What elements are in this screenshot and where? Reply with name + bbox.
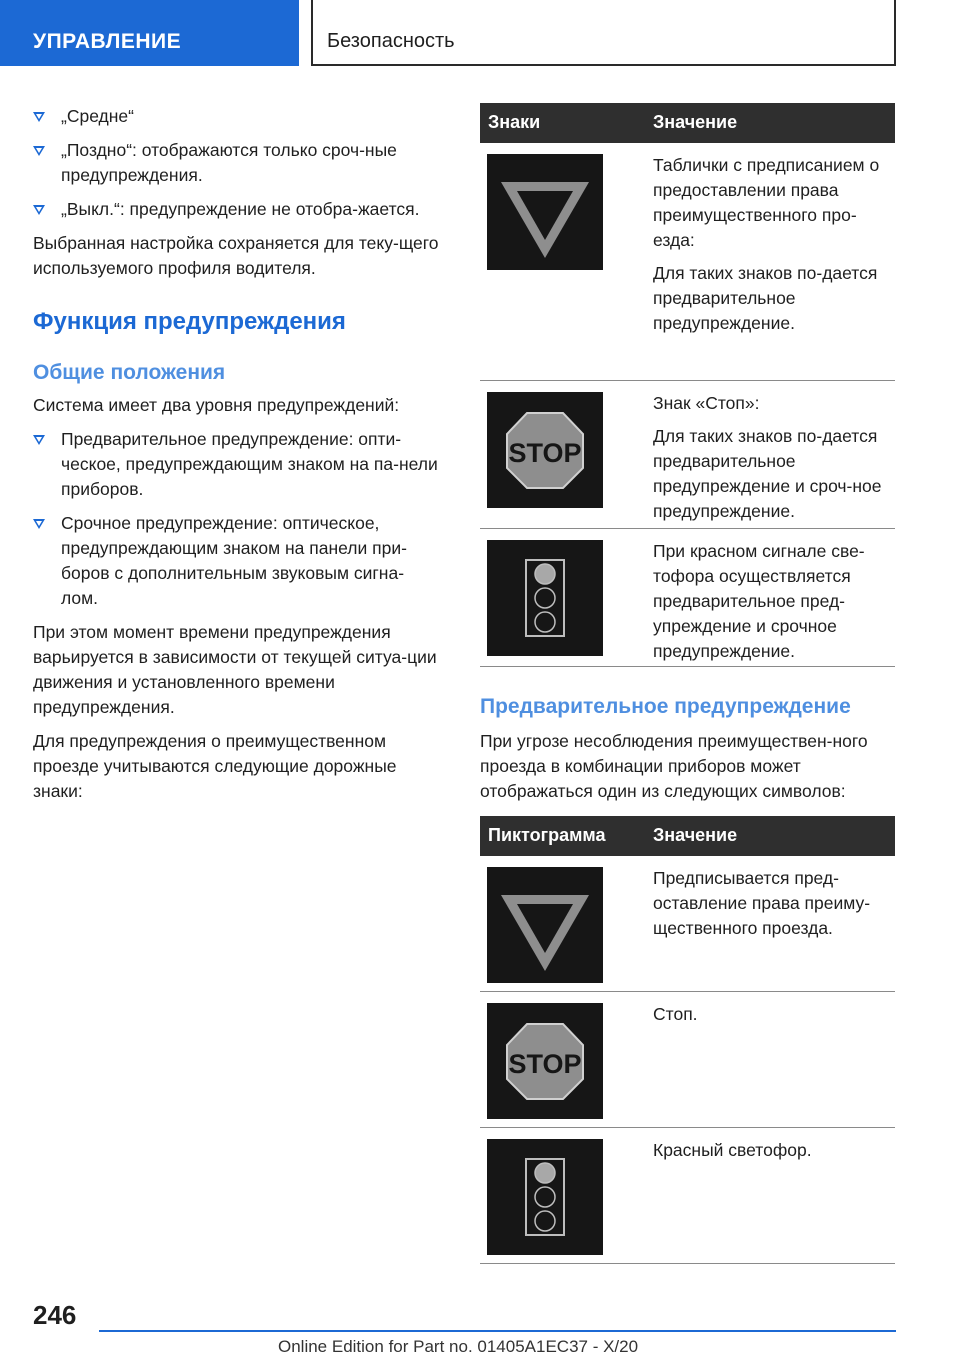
- yield-sign-icon: [487, 867, 603, 983]
- table-row: Таблички с предписанием о предоставлении права преимущественного про-езда: Для таких знаков по-дается предварительное предупреждение.: [480, 143, 895, 381]
- paragraph: Для предупреждения о преимущественном проезде учитываются следующие дорожные знаки:: [33, 731, 397, 801]
- column-header-signs: Знаки: [488, 112, 541, 132]
- page-number: 246: [33, 1300, 77, 1330]
- table-row: Предписывается пред-оставление права преиму-щественного проезда.: [480, 856, 895, 992]
- traffic-light-icon: [487, 1139, 603, 1255]
- paragraph: При этом момент времени предупреждения варьируется в зависимости от текущей ситуа-ции движения и установленного времени предупреждения.: [33, 622, 437, 717]
- yield-sign-icon: [487, 154, 603, 270]
- column-header-meaning: Значение: [653, 112, 738, 132]
- list-item: „Поздно“: отображаются только сроч-ные предупреждения.: [33, 138, 441, 188]
- stop-sign-icon: [487, 1003, 603, 1119]
- bullet-triangle-icon: [33, 112, 45, 122]
- table-row: При красном сигнале све-тофора осуществляется предварительное пред-упреждение и срочное предупреждение.: [480, 529, 895, 667]
- right-column: [480, 103, 895, 1264]
- stop-sign-text: STOP: [508, 438, 582, 468]
- list-item: „Средне“: [33, 104, 441, 129]
- stop-sign-icon: [487, 392, 603, 508]
- table-row: STOP Знак «Стоп»: Для таких знаков по-дается предварительное предупреждение и сроч-ное предупреждение.: [480, 381, 895, 529]
- chapter-title: Безопасность: [311, 0, 896, 66]
- page-header: [0, 0, 960, 66]
- section-heading: Функция предупреждения: [33, 308, 346, 335]
- column-header-meaning: Значение: [653, 825, 738, 845]
- bullet-triangle-icon: [33, 146, 45, 156]
- left-column: [33, 104, 441, 813]
- paragraph: Система имеет два уровня предупреждений:: [33, 395, 400, 415]
- subsection-heading: Общие положения: [33, 361, 226, 384]
- table-row: STOP Стоп.: [480, 992, 895, 1128]
- table-header: [480, 103, 895, 143]
- table-row: Красный светофор.: [480, 1128, 895, 1264]
- footer-divider: [99, 1330, 896, 1332]
- bullet-triangle-icon: [33, 435, 45, 445]
- paragraph: При угрозе несоблюдения преимуществен-ного проезда в комбинации приборов может отображаться один из следующих символов:: [480, 731, 868, 801]
- table-header: [480, 816, 895, 856]
- bullet-triangle-icon: [33, 519, 45, 529]
- list-item: Срочное предупреждение: оптическое, предупреждающим знаком на панели при-боров с дополнительным звуковым сигна-лом.: [33, 511, 441, 611]
- list-item: Предварительное предупреждение: опти-ческое, предупреждающим знаком на па-нели приборов.: [33, 427, 441, 502]
- stop-sign-text: STOP: [508, 1049, 582, 1079]
- subsection-heading: Предварительное предупреждение: [480, 695, 851, 718]
- footer-edition: Online Edition for Part no. 01405A1EC37 - X/20: [278, 1337, 639, 1356]
- paragraph: Выбранная настройка сохраняется для теку-щего используемого профиля водителя.: [33, 233, 439, 278]
- column-header-pictogram: Пиктограмма: [488, 825, 606, 845]
- section-tab: УПРАВЛЕНИЕ: [0, 0, 299, 66]
- traffic-light-icon: [487, 540, 603, 656]
- bullet-triangle-icon: [33, 205, 45, 215]
- list-item: „Выкл.“: предупреждение не отобра-жается.: [33, 197, 441, 222]
